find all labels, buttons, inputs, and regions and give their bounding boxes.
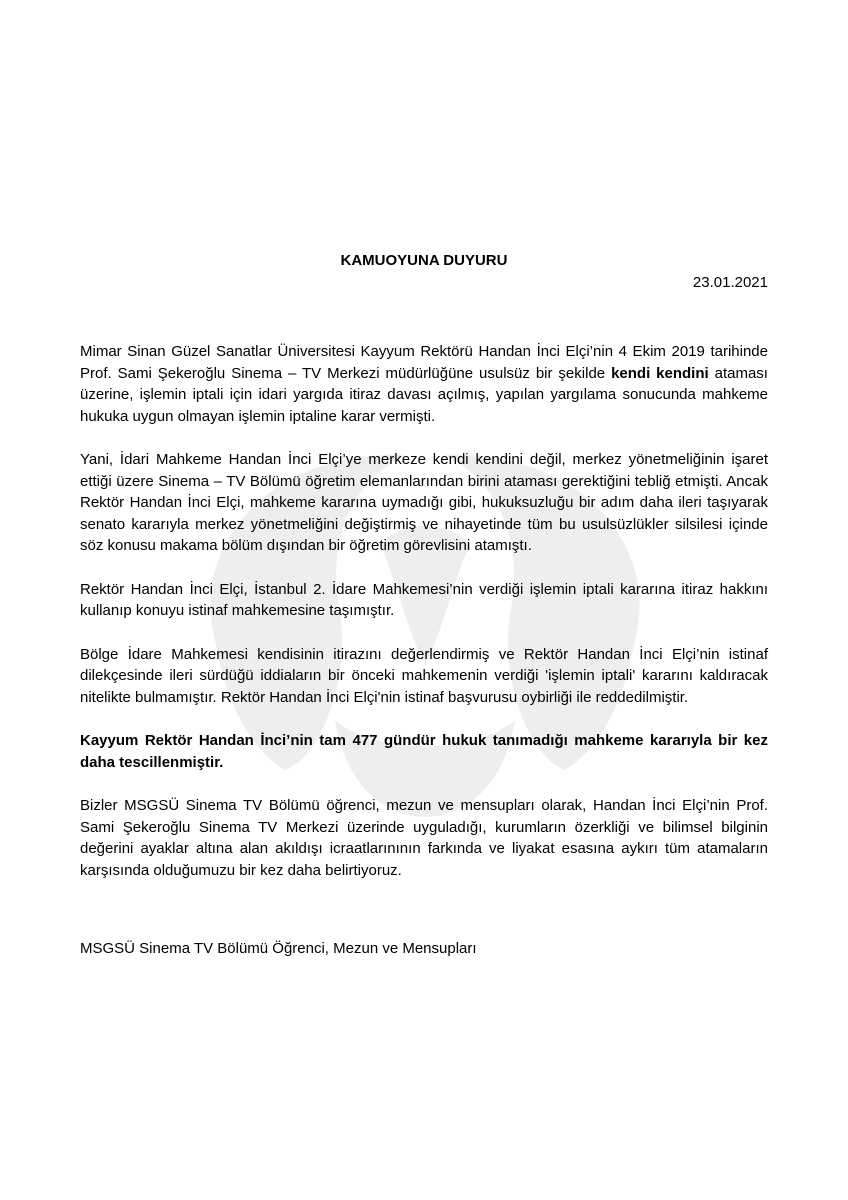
signature: MSGSÜ Sinema TV Bölümü Öğrenci, Mezun ve Mensupları xyxy=(80,940,477,957)
paragraph-1-text-a: Mimar Sinan Güzel Sanatlar Üniversitesi Kayyum Rektörü Handan İnci Elçi’nin 4 Ekim 2019 tarihinde Prof. Sami Şekeroğlu Sinema – TV Merkezi müdürlüğüne usulsüz bir şekilde xyxy=(80,343,768,382)
paragraph-5-emphasis: Kayyum Rektör Handan İnci’nin tam 477 gündür hukuk tanımadığı mahkeme kararıyla bir kez daha tescillenmiştir. xyxy=(80,732,768,771)
paragraph-4: Bölge İdare Mahkemesi kendisinin itirazını değerlendirmiş ve Rektör Handan İnci Elçi’nin istinaf dilekçesinde ileri sürdüğü iddiaların bir önceki mahkemenin verdiği 'işlemin iptali' kararını kaldıracak nitelikte bulmamıştır. Rektör Handan İnci Elçi'nin istinaf başvurusu oybirliği ile reddedilmiştir. xyxy=(80,645,768,706)
document-date: 23.01.2021 xyxy=(692,274,768,291)
paragraph-1 xyxy=(80,341,768,427)
paragraph-2: Yani, İdari Mahkeme Handan İnci Elçi’ye merkeze kendi kendini değil, merkez yönetmeliğinin işaret ettiği üzere Sinema – TV Bölümü öğretim elemanlarından birini ataması gerektiğini tebliğ etmişti. Ancak Rektör Handan İnci Elçi, mahkeme kararına uymadığı gibi, hukuksuzluğu bir adım daha ileri taşıyarak senato kararıyla merkez yönetmeliğini değiştirmiş ve nihayetinde tüm bu usulsüzlükler silsilesi içinde söz konusu makama bölüm dışından bir öğretim görevlisini atamıştı. xyxy=(80,451,768,554)
paragraph-1-bold-text: kendi kendini xyxy=(611,364,709,382)
announcement-document xyxy=(80,250,768,975)
paragraph-6: Bizler MSGSÜ Sinema TV Bölümü öğrenci, mezun ve mensupları olarak, Handan İnci Elçi’nin Prof. Sami Şekeroğlu Sinema TV Merkezi üzerinde uyguladığı, kurumların özerkliği ve bilimsel bilginin değerini ayaklar altına alan akıldışı icraatlarınının farkında ve liyakat esasına aykırı tüm atamaların karşısında olduğumuzu bir kez daha belirtiyoruz. xyxy=(80,797,768,879)
paragraph-1-text-b: ataması üzerine, işlemin iptali için idari yargıda itiraz davası açılmış, yapılan yargılama sonucunda mahkeme hukuka uygun olmayan işlemin iptaline karar vermişti. xyxy=(80,364,768,425)
document-title: KAMUOYUNA DUYURU xyxy=(340,252,508,269)
paragraph-3: Rektör Handan İnci Elçi, İstanbul 2. İdare Mahkemesi’nin verdiği işlemin iptali kararına itiraz hakkını kullanıp konuyu istinaf mahkemesine taşımıştır. xyxy=(80,580,768,619)
